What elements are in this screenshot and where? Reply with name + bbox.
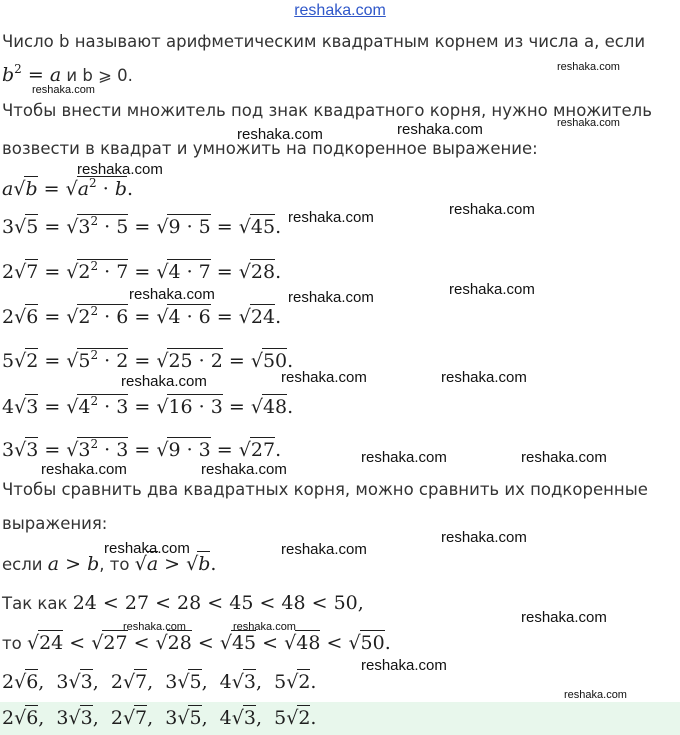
radical: √2 (14, 350, 39, 372)
so-line (2, 632, 391, 654)
radical: $√3^2 \cdot 3$ (66, 437, 129, 461)
watermark: reshaka.com (521, 449, 607, 466)
watermark: reshaka.com (123, 621, 186, 633)
radical: √9 · 5 (156, 216, 211, 238)
definition-line-2 (2, 62, 133, 86)
transform-line: $3√3 = √3^2 \cdot 3 = √9 \cdot 3 = √27$. (2, 437, 282, 461)
radical: √5 (177, 707, 202, 729)
watermark: reshaka.com (397, 121, 483, 138)
watermark: reshaka.com (361, 449, 447, 466)
rule-line-2: возвести в квадрат и умножить на подкоренное выражение: (2, 139, 538, 158)
transform-line: $5√2 = √5^2 \cdot 2 = √25 \cdot 2 = √50$. (2, 348, 294, 372)
radical: $√3^2 \cdot 5$ (66, 214, 129, 238)
watermark: reshaka.com (233, 621, 296, 633)
radical: √7 (14, 261, 39, 283)
radical: √28 (238, 261, 276, 283)
radical: √28 (155, 632, 192, 654)
ordered-result: 2√6, 3√3, 2√7, 3√5, 4√3, 5√2. (2, 671, 317, 693)
site-link[interactable]: reshaka.com (294, 2, 386, 19)
transform-line: $2√7 = √2^2 \cdot 7 = √4 \cdot 7 = √28$. (2, 259, 282, 283)
transform-line: $3√5 = √3^2 \cdot 5 = √9 \cdot 5 = √45$. (2, 214, 282, 238)
compare-formula: если a > b, то √a > √b. (2, 553, 217, 575)
watermark: reshaka.com (281, 369, 367, 386)
radical: $√5^2 \cdot 2$ (66, 348, 129, 372)
radical: √16 · 3 (156, 396, 223, 418)
radical: √9 · 3 (156, 439, 211, 461)
watermark: reshaka.com (449, 201, 535, 218)
watermark: reshaka.com (201, 461, 287, 478)
radical: √48 (284, 632, 321, 654)
watermark: reshaka.com (77, 161, 163, 178)
radical: √27 (238, 439, 276, 461)
definition-formula: $b^2 = a$ (2, 62, 62, 86)
transform-line: $2√6 = √2^2 \cdot 6 = √4 \cdot 6 = √24$. (2, 304, 282, 328)
rule-line-1: Чтобы внести множитель под знак квадратного корня, нужно множитель (2, 101, 652, 120)
radical: √3 (231, 671, 256, 693)
watermark: reshaka.com (564, 689, 627, 701)
if-word: если (2, 555, 48, 574)
root-chain: √24 < √27 < √28 < √45 < √48 < √50. (26, 632, 391, 654)
compare-line-1: Чтобы сравнить два квадратных корня, можно сравнить их подкоренные (2, 480, 648, 499)
radical: √48 (250, 396, 288, 418)
radical: $√2^2 \cdot 7$ (66, 259, 129, 283)
definition-tail: и b ⩾ 0. (61, 66, 133, 85)
watermark: reshaka.com (237, 126, 323, 143)
radical: √7 (122, 707, 148, 729)
watermark: reshaka.com (129, 286, 215, 303)
answer-box (0, 702, 680, 735)
number-chain: 24 < 27 < 28 < 45 < 48 < 50, (72, 592, 364, 614)
radical: √3 (14, 396, 39, 418)
radical: √4 · 7 (156, 261, 211, 283)
radical: √6 (14, 707, 39, 729)
watermark: reshaka.com (104, 540, 190, 557)
watermark: reshaka.com (441, 369, 527, 386)
radical: $√2^2 \cdot 6$ (66, 304, 129, 328)
answer-line: 2√6, 3√3, 2√7, 3√5, 4√3, 5√2. (2, 707, 317, 729)
radical: √24 (238, 306, 276, 328)
then-word: , то (99, 555, 135, 574)
radical: √45 (219, 632, 257, 654)
watermark: reshaka.com (288, 289, 374, 306)
radical: √2 (286, 707, 311, 729)
compare-line-2: выражения: (2, 514, 108, 533)
radical: √45 (238, 216, 276, 238)
radical: √25 · 2 (156, 350, 223, 372)
radical: √27 (91, 632, 128, 654)
radical: √24 (26, 632, 64, 654)
radical: √6 (14, 671, 39, 693)
watermark: reshaka.com (361, 657, 447, 674)
radical: √3 (231, 707, 256, 729)
watermark: reshaka.com (121, 373, 207, 390)
radical: √50 (250, 350, 288, 372)
since-word: Так как (2, 594, 73, 613)
definition-line-1: Число b называют арифметическим квадратным корнем из числа a, если (2, 32, 646, 51)
radical: √3 (68, 707, 93, 729)
watermark: reshaka.com (557, 61, 620, 73)
so-word: то (2, 634, 27, 653)
watermark: reshaka.com (521, 609, 607, 626)
watermark: reshaka.com (557, 117, 620, 129)
watermark: reshaka.com (32, 84, 95, 96)
radical: √5 (177, 671, 202, 693)
transform-line: $4√3 = √4^2 \cdot 3 = √16 \cdot 3 = √48$. (2, 394, 294, 418)
radical: √5 (14, 216, 39, 238)
radical: √4 · 6 (156, 306, 211, 328)
radical: √3 (14, 439, 39, 461)
radical: √6 (14, 306, 39, 328)
watermark: reshaka.com (449, 281, 535, 298)
general-formula: $a√b = √a^2 \cdot b$. (2, 176, 134, 200)
since-line (2, 592, 364, 614)
watermark: reshaka.com (281, 541, 367, 558)
radical: √7 (122, 671, 148, 693)
radical: √3 (68, 671, 93, 693)
watermark: reshaka.com (441, 529, 527, 546)
radical: √50 (348, 632, 385, 654)
radical: √2 (286, 671, 311, 693)
watermark: reshaka.com (288, 209, 374, 226)
watermark: reshaka.com (41, 461, 127, 478)
radical: $√4^2 \cdot 3$ (66, 394, 129, 418)
